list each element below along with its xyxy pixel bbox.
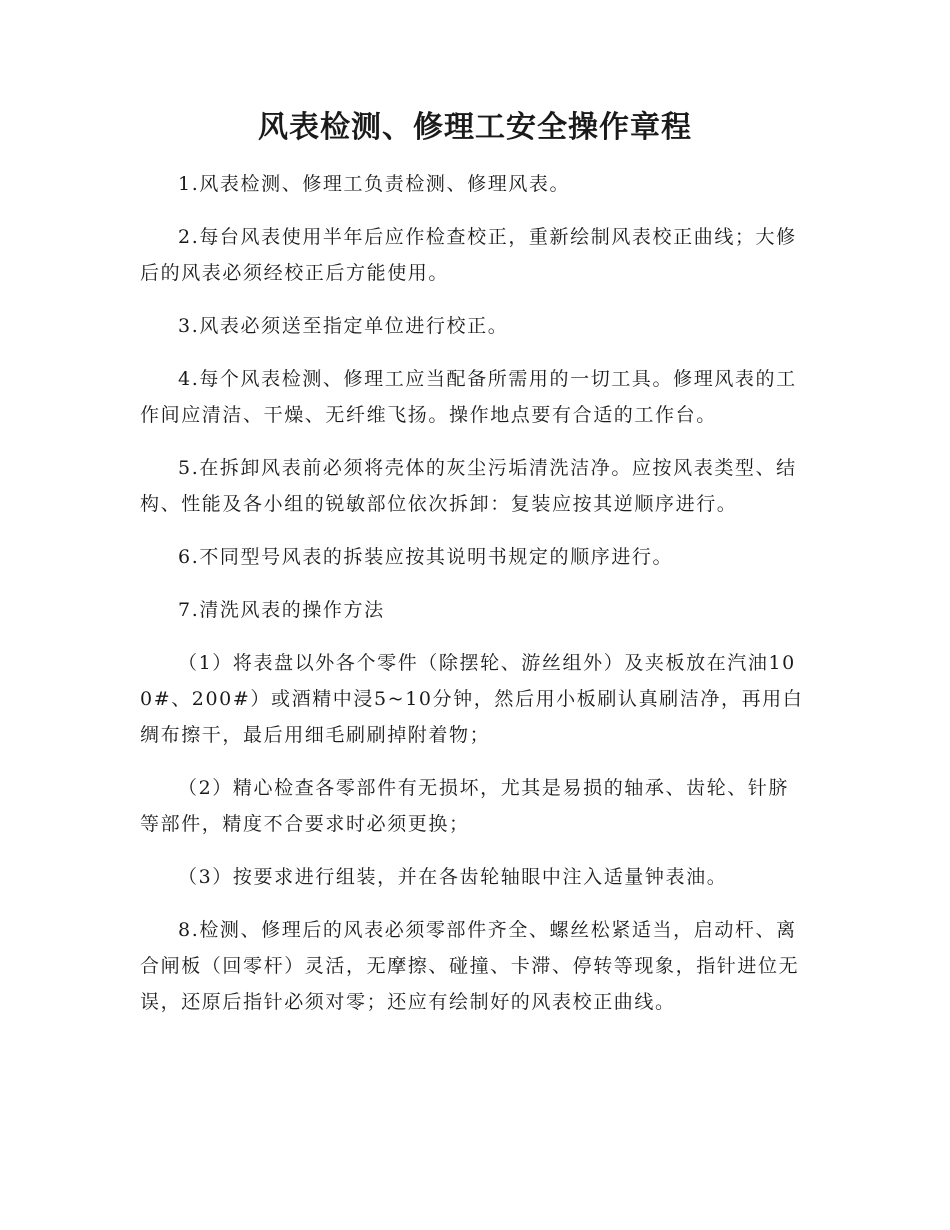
- sub-item-1: （1）将表盘以外各个零件（除摆轮、游丝组外）及夹板放在汽油100#、200#）或酒精中浸5~10分钟，然后用小板刷认真刷洁净，再用白绸布擦干，最后用细毛刷刷掉附着物；: [140, 652, 804, 746]
- paragraph-6: 6.不同型号风表的拆装应按其说明书规定的顺序进行。: [178, 546, 674, 568]
- document-body: [140, 166, 808, 1037]
- paragraph-8: 8.检测、修理后的风表必须零部件齐全、螺丝松紧适当，启动杆、离合闸板（回零杆）灵活，无摩擦、碰撞、卡滞、停转等现象，指针进位无误，还原后指针必须对零；还应有绘制好的风表校正曲线。: [140, 919, 800, 1013]
- sub-item-3: （3）按要求进行组装，并在各齿轮轴眼中注入适量钟表油。: [178, 866, 728, 888]
- paragraph-3: 3.风表必须送至指定单位进行校正。: [178, 315, 509, 337]
- paragraph-5: 5.在拆卸风表前必须将壳体的灰尘污垢清洗洁净。应按风表类型、结构、性能及各小组的锐敏部位依次拆卸：复装应按其逆顺序进行。: [140, 457, 797, 515]
- paragraph-7: 7.清洗风表的操作方法: [178, 599, 385, 621]
- paragraph-2: 2.每台风表使用半年后应作检查校正，重新绘制风表校正曲线；大修后的风表必须经校正后方能使用。: [140, 226, 797, 284]
- page-title: 风表检测、修理工安全操作章程: [258, 110, 692, 145]
- paragraph-1: 1.风表检测、修理工负责检测、修理风表。: [178, 173, 571, 195]
- sub-item-2: （2）精心检查各零部件有无损坏，尤其是易损的轴承、齿轮、针脐等部件，精度不合要求时必须更换；: [140, 777, 790, 835]
- paragraph-4: 4.每个风表检测、修理工应当配备所需用的一切工具。修理风表的工作间应清洁、干燥、无纤维飞扬。操作地点要有合适的工作台。: [140, 368, 797, 426]
